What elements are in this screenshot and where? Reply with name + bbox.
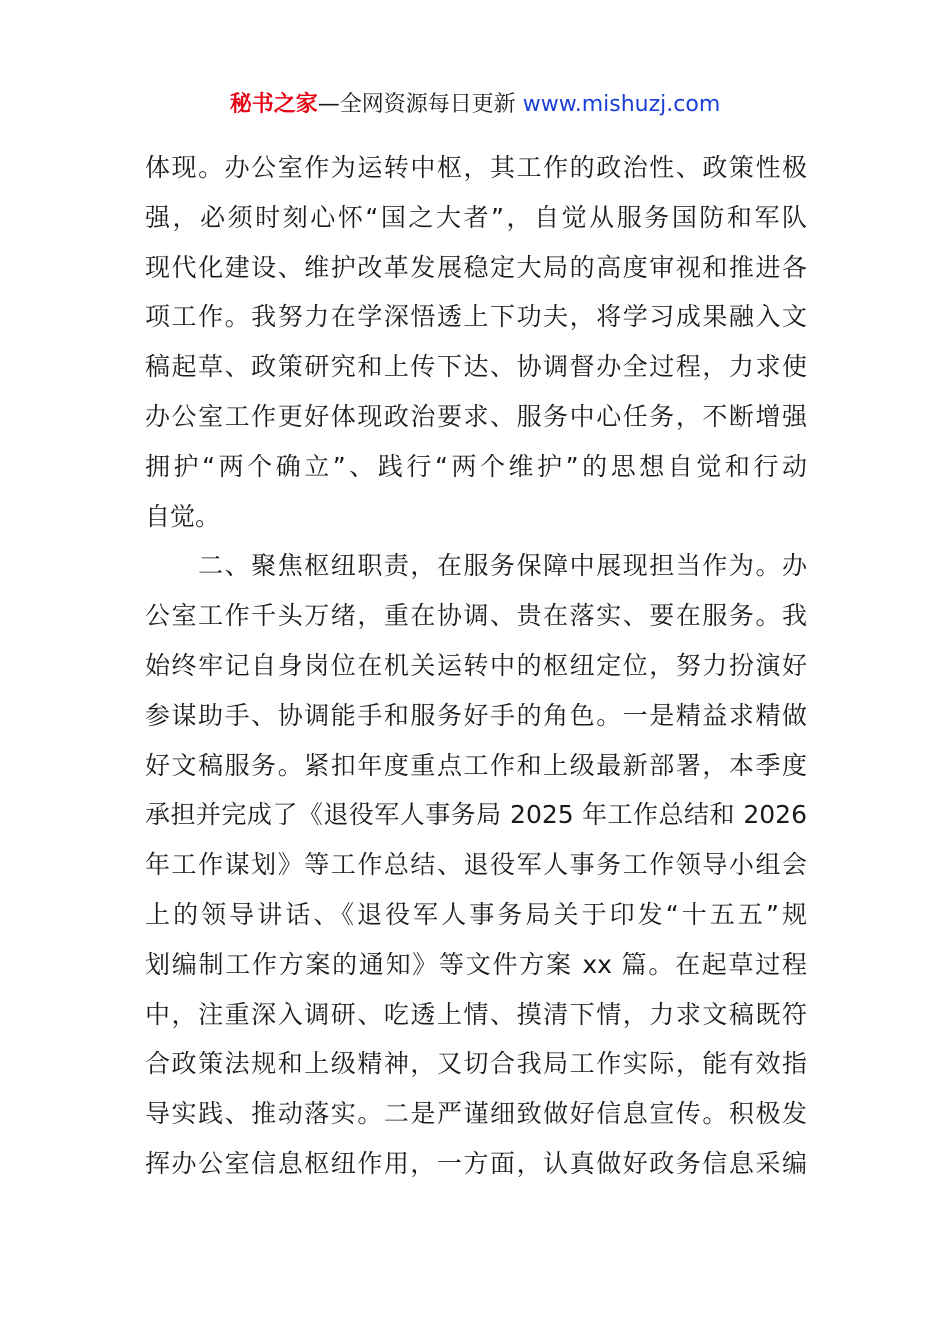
text-line: 承担并完成了《退役军人事务局 2025 年工作总结和 2026 — [145, 800, 807, 830]
text-line: 强，必须时刻心怀“国之大者”，自觉从服务国防和军队 — [145, 202, 807, 232]
header-slogan: —全网资源每日更新 — [317, 92, 523, 117]
text-line: 好文稿服务。紧扣年度重点工作和上级最新部署，本季度 — [145, 750, 807, 780]
website-url[interactable]: www.mishuzj.com — [522, 92, 721, 117]
page-header — [0, 88, 950, 122]
text-line: 公室工作千头万绪，重在协调、贵在落实、要在服务。我 — [145, 601, 807, 631]
text-line: 划编制工作方案的通知》等文件方案 xx 篇。在起草过程 — [145, 949, 807, 979]
text-line: 办公室工作更好体现政治要求、服务中心任务，不断增强 — [145, 401, 807, 431]
text-line: 挥办公室信息枢纽作用，一方面，认真做好政务信息采编 — [145, 1148, 807, 1178]
text-line: 导实践、推动落实。二是严谨细致做好信息宣传。积极发 — [145, 1099, 807, 1129]
text-line: 上的领导讲话、《退役军人事务局关于印发“十五五”规 — [145, 899, 807, 929]
document-body — [145, 143, 807, 1189]
text-line: 二、聚焦枢纽职责，在服务保障中展现担当作为。办 — [145, 551, 807, 581]
text-line: 稿起草、政策研究和上传下达、协调督办全过程，力求使 — [145, 352, 807, 382]
brand-name: 秘书之家 — [229, 92, 318, 117]
text-line: 拥护“两个确立”、践行“两个维护”的思想自觉和行动 — [145, 451, 807, 481]
text-line: 自觉。 — [145, 501, 221, 531]
text-line: 年工作谋划》等工作总结、退役军人事务工作领导小组会 — [145, 850, 807, 880]
text-line: 始终牢记自身岗位在机关运转中的枢纽定位，努力扮演好 — [145, 650, 807, 680]
text-line: 中，注重深入调研、吃透上情、摸清下情，力求文稿既符 — [145, 999, 807, 1029]
text-line: 项工作。我努力在学深悟透上下功夫，将学习成果融入文 — [145, 302, 807, 332]
text-line: 参谋助手、协调能手和服务好手的角色。一是精益求精做 — [145, 700, 807, 730]
text-line: 现代化建设、维护改革发展稳定大局的高度审视和推进各 — [145, 252, 807, 282]
text-line: 合政策法规和上级精神，又切合我局工作实际，能有效指 — [145, 1049, 807, 1079]
text-line: 体现。办公室作为运转中枢，其工作的政治性、政策性极 — [145, 153, 807, 182]
